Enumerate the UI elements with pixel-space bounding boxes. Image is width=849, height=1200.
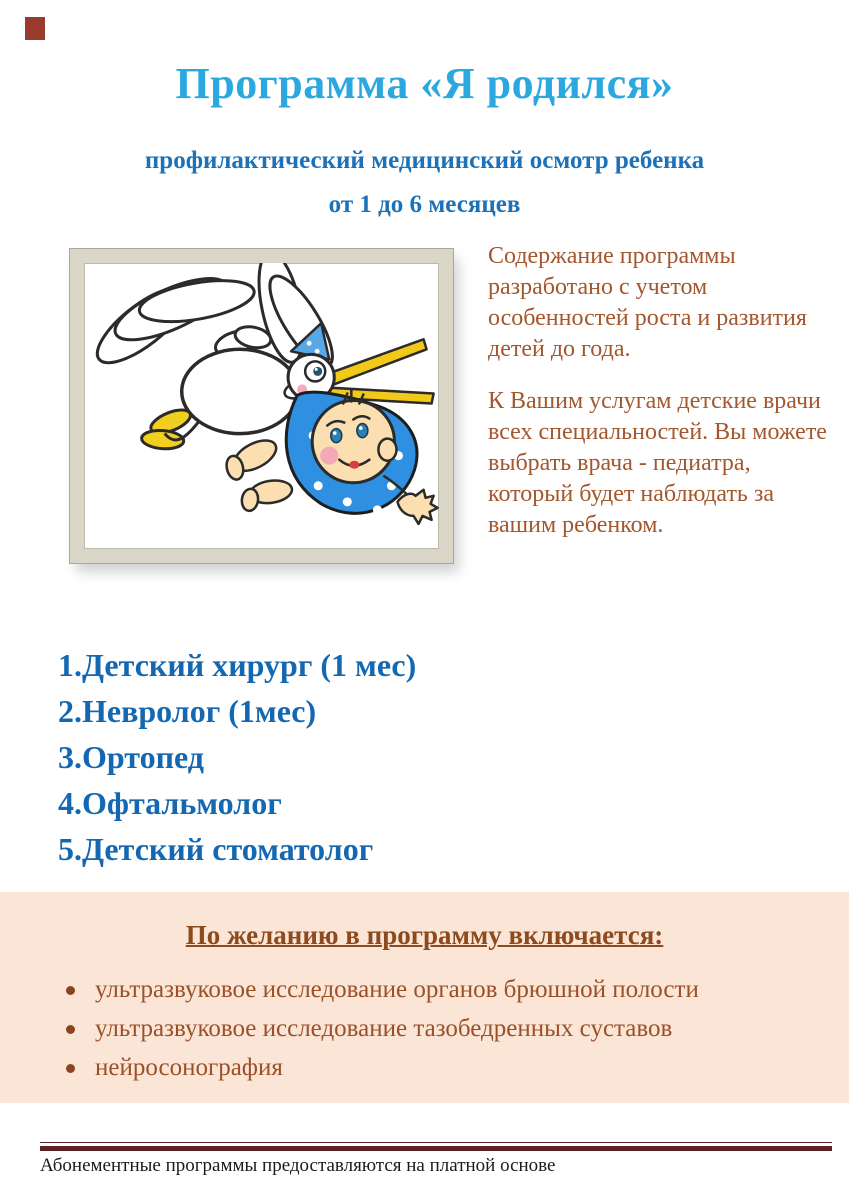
specialist-item-2: 2.Невролог (1мес) [58, 693, 317, 729]
footer [40, 1142, 832, 1177]
subtitle-line-1: профилактический медицинский осмотр ребенка [144, 147, 705, 174]
optional-services-section [0, 892, 849, 1103]
optional-item-label: нейросонография [95, 1054, 283, 1081]
optional-item-2 [66, 1015, 829, 1043]
optional-item-label: ультразвуковое исследование тазобедренных суставов [95, 1015, 673, 1042]
footer-rule-thick [40, 1146, 832, 1151]
specialist-item-5: 5.Детский стоматолог [58, 831, 374, 867]
bullet-dot-icon [66, 1064, 75, 1073]
optional-services-heading: По желанию в программу включается: [185, 920, 664, 950]
optional-item-3 [66, 1054, 829, 1082]
intro-paragraph-2: К Вашим услугам детские врачи всех специальностей. Вы можете выбрать врача - педиатра, который будет наблюдать за вашим ребенком. [488, 388, 827, 538]
intro-text [488, 241, 840, 562]
intro-paragraph-1: Содержание программы разработано с учетом особенностей роста и развития детей до года. [488, 243, 807, 362]
optional-item-1 [66, 976, 829, 1004]
bullet-dot-icon [66, 986, 75, 995]
specialist-item-4: 4.Офтальмолог [58, 785, 282, 821]
framed-picture [70, 249, 453, 563]
specialist-item-1: 1.Детский хирург (1 мес) [58, 647, 417, 683]
specialists-list [58, 642, 416, 872]
footer-note: Абонементные программы предоставляются на платной основе [40, 1155, 556, 1176]
subtitle-line-2: от 1 до 6 месяцев [328, 191, 521, 218]
bullet-dot-icon [66, 1025, 75, 1034]
optional-item-label: ультразвуковое исследование органов брюшной полости [95, 976, 699, 1003]
specialist-item-3: 3.Ортопед [58, 739, 204, 775]
stork-baby-illustration [84, 263, 439, 549]
page-title: Программа «Я родился» [175, 59, 674, 108]
optional-services-list [0, 976, 849, 1082]
corner-marker [25, 17, 45, 40]
